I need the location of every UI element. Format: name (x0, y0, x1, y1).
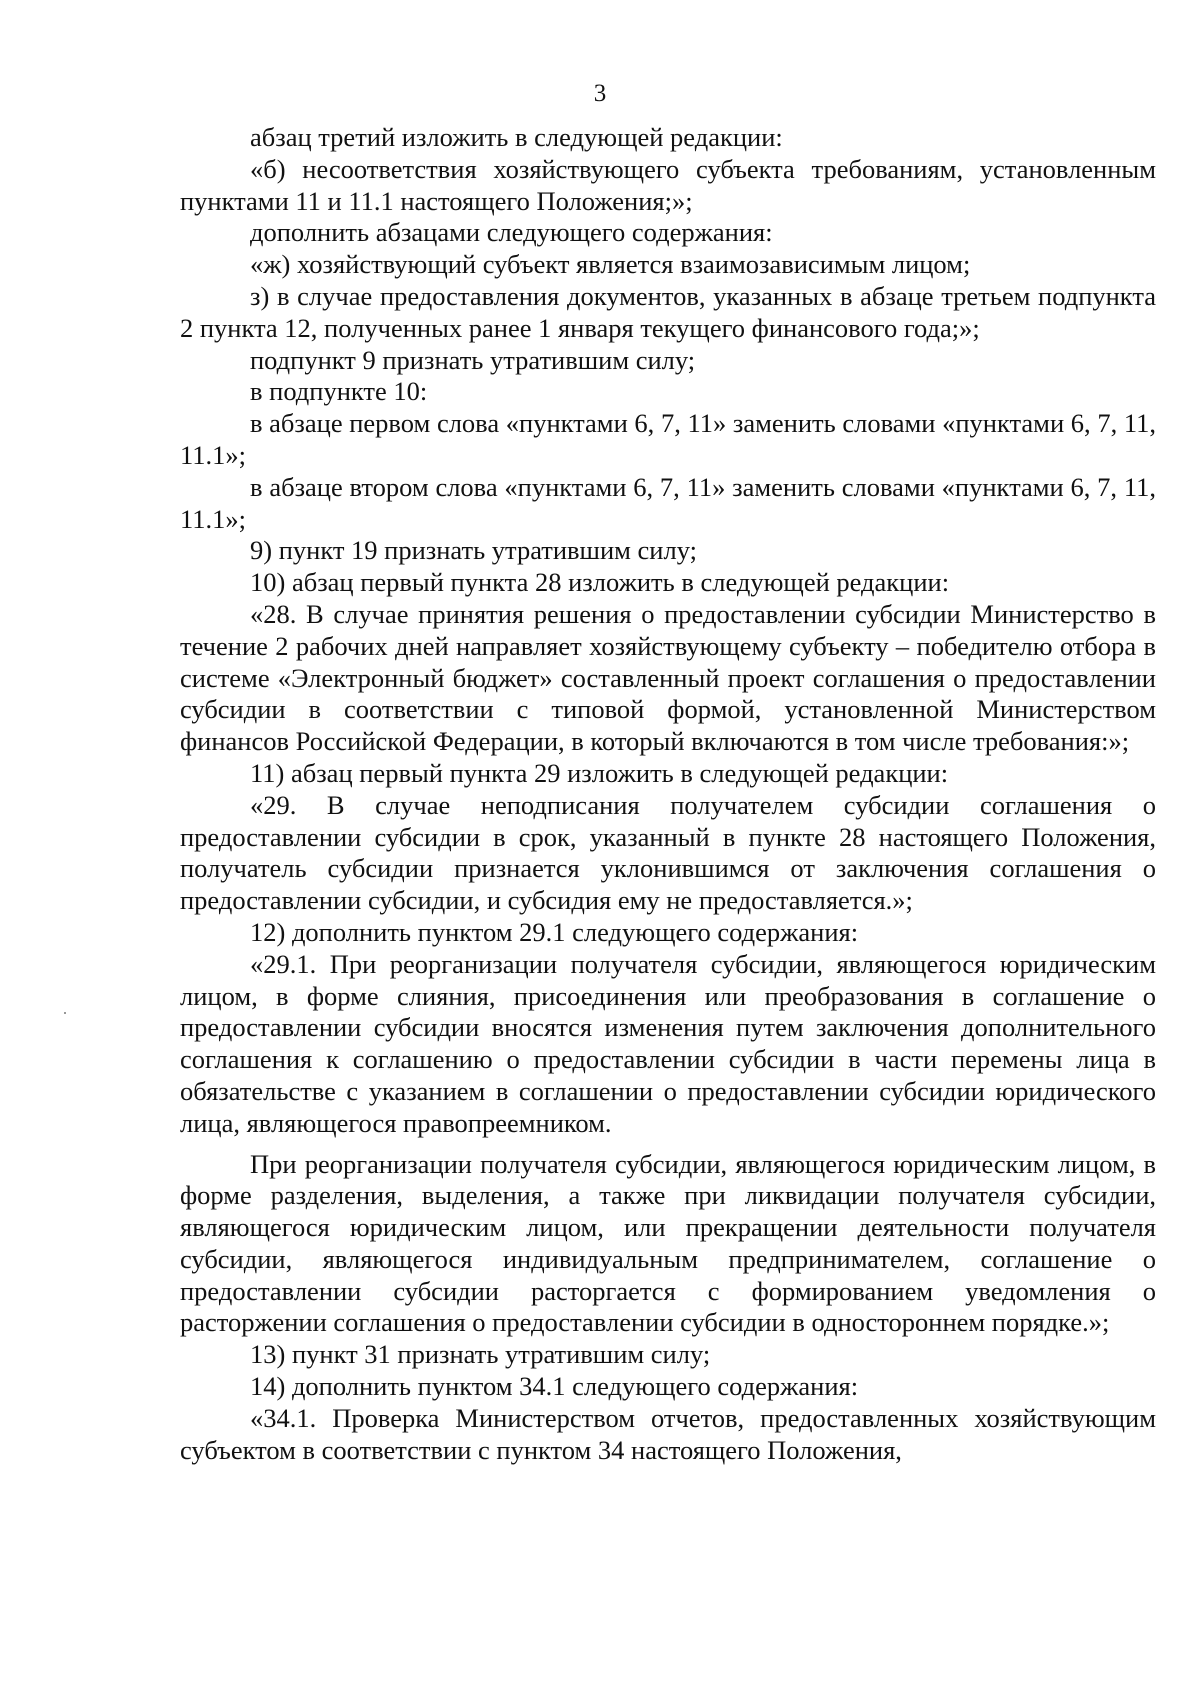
document-body (180, 122, 1156, 1466)
paragraph: подпункт 9 признать утратившим силу; (250, 344, 696, 375)
paragraph: 9) пункт 19 признать утратившим силу; (250, 535, 697, 566)
paragraph: «29. В случае неподписания получателем субсидии соглашения о предоставлении субсидии в срок, указанный в пункте 28 настоящего Положения, получатель субсидии признается уклонившимся от заключения соглашения о предоставлении субсидии, и субсидия ему не предоставляется.»; (180, 789, 1156, 916)
paragraph: в абзаце втором слова «пунктами 6, 7, 11» заменить словами «пунктами 6, 7, 11, 11.1»; (180, 471, 1156, 534)
paragraph: «28. В случае принятия решения о предоставлении субсидии Министерство в течение 2 рабочих дней направляет хозяйствующему субъекту – победителю отбора в системе «Электронный бюджет» составленный проект соглашения о предоставлении субсидии в соответствии с типовой формой, установленной Министерством финансов Российской Федерации, в который включаются в том числе требования:»; (180, 598, 1156, 757)
paragraph: з) в случае предоставления документов, указанных в абзаце третьем подпункта 2 пункта 12, полученных ранее 1 января текущего финансового года;»; (180, 280, 1156, 343)
page-number: 3 (593, 80, 607, 107)
paragraph: «ж) хозяйствующий субъект является взаимозависимым лицом; (250, 249, 971, 280)
paragraph: При реорганизации получателя субсидии, являющегося юридическим лицом, в форме разделения, выделения, а также при ликвидации получателя субсидии, являющегося юридическим лицом, или прекращении деятельности получателя субсидии, являющегося индивидуальным предпринимателем, соглашение о предоставлении субсидии расторгается с формированием уведомления о расторжении соглашения о предоставлении субсидии в одностороннем порядке.»; (180, 1148, 1156, 1338)
paragraph: 13) пункт 31 признать утратившим силу; (250, 1339, 711, 1370)
paragraph: 12) дополнить пунктом 29.1 следующего содержания: (250, 916, 859, 947)
paragraph: 14) дополнить пунктом 34.1 следующего содержания: (250, 1371, 859, 1402)
paragraph: 10) абзац первый пункта 28 изложить в следующей редакции: (250, 567, 950, 598)
paragraph: «29.1. При реорганизации получателя субсидии, являющегося юридическим лицом, в форме слияния, присоединения или преобразования в соглашение о предоставлении субсидии вносятся изменения путем заключения дополнительного соглашения к соглашению о предоставлении субсидии в части перемены лица в обязательстве с указанием в соглашении о предоставлении субсидии юридического лица, являющегося правопреемником. (180, 948, 1156, 1138)
paragraph: абзац третий изложить в следующей редакции: (250, 122, 783, 152)
paragraph: в подпункте 10: (250, 376, 428, 407)
paragraph: «б) несоответствия хозяйствующего субъекта требованиям, установленным пунктами 11 и 11.1 настоящего Положения;»; (180, 153, 1156, 216)
scan-dot (64, 1012, 66, 1014)
paragraph: «34.1. Проверка Министерством отчетов, предоставленных хозяйствующим субъектом в соответствии с пунктом 34 настоящего Положения, (180, 1402, 1156, 1465)
paragraph: дополнить абзацами следующего содержания: (250, 217, 773, 248)
paragraph: 11) абзац первый пункта 29 изложить в следующей редакции: (250, 757, 949, 788)
paragraph: в абзаце первом слова «пунктами 6, 7, 11» заменить словами «пунктами 6, 7, 11, 11.1»; (180, 408, 1156, 470)
